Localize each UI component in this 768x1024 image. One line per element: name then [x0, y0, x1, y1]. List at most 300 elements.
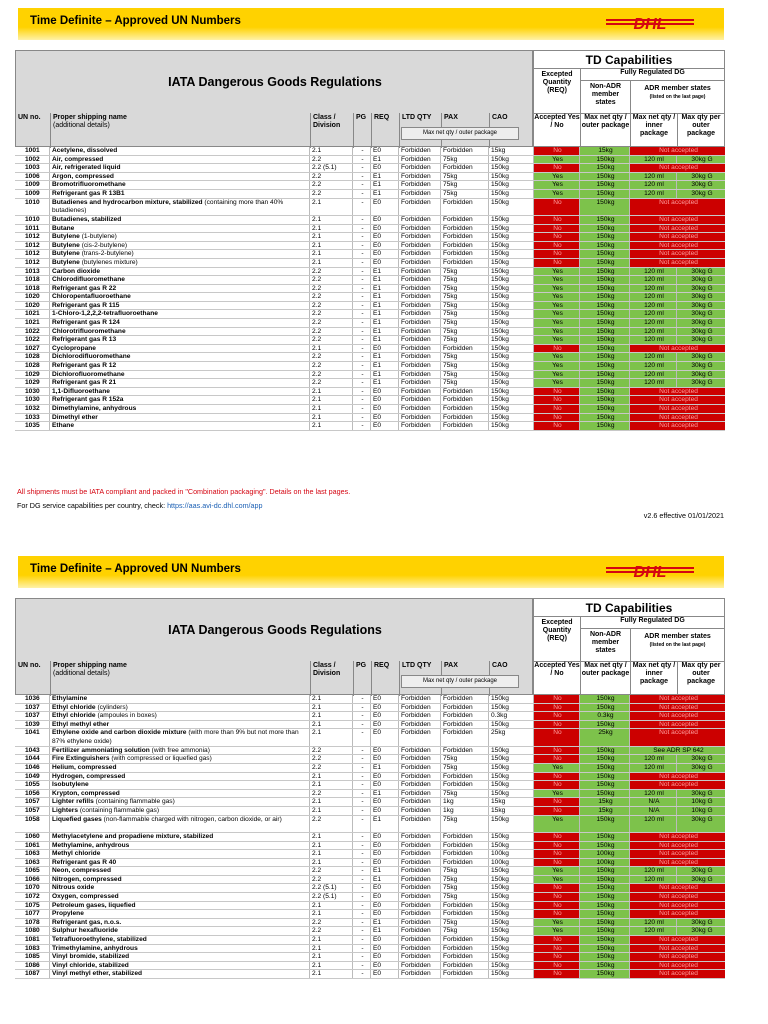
req-cell: E1 [370, 336, 398, 344]
accepted-col: Accepted Yes / No [534, 661, 580, 696]
req-cell: E1 [370, 867, 398, 875]
pax-cell: Forbidden [440, 842, 488, 850]
max-net-outer-cell: 150kg [579, 319, 629, 327]
adr-status-cell: Not accepted [629, 396, 725, 404]
pax-cell: 75kg [440, 276, 488, 284]
un-number-cell: 1018 [25, 276, 40, 284]
ltd-qty-cell: Forbidden [398, 712, 440, 720]
table-row [15, 310, 725, 319]
pax-cell: 75kg [440, 285, 488, 293]
col-cao: CAO [489, 113, 534, 148]
un-number-cell: 1030 [25, 387, 40, 395]
max-qty-outer-cell: 30kg G [676, 190, 725, 198]
pax-cell: Forbidden [440, 216, 488, 224]
max-qty-outer-cell: 30kg G [676, 276, 725, 284]
cao-cell: 150kg [488, 328, 533, 336]
max-net-inner-cell: 120 ml [629, 319, 676, 327]
maxnet-inner-col: Max net qty / inner package [630, 113, 677, 148]
table-row [15, 293, 725, 302]
adr-status-cell: Not accepted [629, 953, 725, 961]
req-cell: E1 [370, 310, 398, 318]
pg-cell: - [352, 190, 370, 198]
un-number-cell: 1081 [25, 936, 40, 944]
max-net-outer-cell: 150kg [579, 181, 629, 189]
pax-cell: Forbidden [440, 396, 488, 404]
max-net-outer-cell: 150kg [579, 755, 629, 763]
accepted-cell: Yes [533, 302, 579, 310]
accepted-cell: No [533, 242, 579, 250]
adr-status-cell: Not accepted [629, 242, 725, 250]
table-row [15, 371, 725, 380]
max-net-outer-cell: 150kg [579, 962, 629, 970]
accepted-cell: No [533, 953, 579, 961]
max-net-inner-cell: 120 ml [629, 353, 676, 361]
col-un: UN no. [18, 114, 41, 121]
accepted-cell: No [533, 199, 579, 215]
shipping-name-cell: Butadienes and hydrocarbon mixture, stabilized (containing more than 40% butadienes) [49, 199, 309, 215]
dhl-logo-icon [606, 14, 694, 32]
ltd-qty-cell: Forbidden [398, 755, 440, 763]
adr-status-cell: Not accepted [629, 962, 725, 970]
cao-cell: 150kg [488, 945, 533, 953]
max-net-inner-cell: 120 ml [629, 181, 676, 189]
pax-cell: 75kg [440, 293, 488, 301]
pax-cell: Forbidden [440, 405, 488, 413]
max-net-outer-cell: 150kg [579, 259, 629, 267]
accepted-cell: No [533, 859, 579, 867]
class-cell: 2.2 [309, 285, 352, 293]
table-row [15, 353, 725, 362]
ltd-qty-cell: Forbidden [398, 242, 440, 250]
adr-status-cell: Not accepted [629, 970, 725, 978]
cao-cell: 150kg [488, 396, 533, 404]
table-row [15, 970, 725, 979]
cao-cell: 150kg [488, 422, 533, 430]
ltd-qty-cell: Forbidden [398, 859, 440, 867]
class-cell: 2.2 [309, 173, 352, 181]
accepted-cell: No [533, 807, 579, 815]
ltd-qty-cell: Forbidden [398, 362, 440, 370]
pax-cell: 75kg [440, 764, 488, 772]
class-cell: 2.2 [309, 156, 352, 164]
un-number-cell: 1058 [25, 815, 40, 823]
cao-cell: 150kg [488, 173, 533, 181]
pax-cell: 75kg [440, 919, 488, 927]
pg-cell: - [352, 902, 370, 910]
shipping-name-cell: Air, refrigerated liquid [49, 164, 309, 172]
max-net-outer-cell: 15kg [579, 147, 629, 155]
ltd-qty-cell: Forbidden [398, 893, 440, 901]
ltd-qty-cell: Forbidden [398, 747, 440, 755]
table-row [15, 962, 725, 971]
req-cell: E0 [370, 414, 398, 422]
shipping-name-cell: Tetrafluoroethylene, stabilized [49, 936, 309, 944]
un-number-cell: 1080 [25, 927, 40, 935]
accepted-cell: No [533, 704, 579, 712]
table-row [15, 173, 725, 182]
pg-cell: - [352, 729, 370, 745]
non-adr-label: Non-ADR member states [580, 81, 630, 113]
un-number-cell: 1043 [25, 746, 40, 754]
max-net-inner-cell: N/A [629, 798, 676, 806]
pg-cell: - [352, 388, 370, 396]
pg-cell: - [352, 755, 370, 763]
pg-cell: - [352, 695, 370, 703]
excepted-qty-label: Excepted Quantity (REQ) [541, 619, 573, 642]
pax-cell: Forbidden [440, 721, 488, 729]
class-cell: 2.1 [309, 345, 352, 353]
ltd-qty-cell: Forbidden [398, 285, 440, 293]
un-number-cell: 1010 [25, 198, 40, 206]
req-cell: E1 [370, 181, 398, 189]
accepted-cell: Yes [533, 319, 579, 327]
shipping-name-cell: Vinyl methyl ether, stabilized [49, 970, 309, 978]
pax-cell: 1kg [440, 807, 488, 815]
un-number-cell: 1036 [25, 695, 40, 702]
table-row [15, 379, 725, 388]
table-row [15, 755, 725, 764]
cao-cell: 150kg [488, 293, 533, 301]
shipping-name-cell: Cyclopropane [49, 345, 309, 353]
class-cell: 2.2 [309, 371, 352, 379]
class-cell: 2.1 [309, 216, 352, 224]
max-net-inner-cell: 120 ml [629, 379, 676, 387]
table-row [15, 405, 725, 414]
un-number-cell: 1011 [25, 224, 40, 232]
req-cell: E1 [370, 319, 398, 327]
pax-cell: 75kg [440, 353, 488, 361]
shipping-name-cell: Chlorotrifluoromethane [49, 328, 309, 336]
pg-cell: - [352, 362, 370, 370]
shipping-name-cell: Helium, compressed [49, 764, 309, 772]
class-cell: 2.1 [309, 233, 352, 241]
cao-cell: 150kg [488, 755, 533, 763]
pg-cell: - [352, 712, 370, 720]
class-cell: 2.2 [309, 362, 352, 370]
cao-cell: 150kg [488, 695, 533, 703]
max-qty-outer-cell: 30kg G [676, 156, 725, 164]
col-class: Class / Division [310, 661, 353, 696]
pax-cell: 75kg [440, 156, 488, 164]
un-number-cell: 1060 [25, 832, 40, 840]
un-number-cell: 1041 [25, 729, 40, 737]
pg-cell: - [352, 422, 370, 430]
excepted-qty-label: Excepted Quantity (REQ) [541, 71, 573, 94]
cao-cell: 150kg [488, 190, 533, 198]
un-number-cell: 1013 [25, 267, 40, 275]
max-net-outer-cell: 150kg [579, 345, 629, 353]
pg-cell: - [352, 371, 370, 379]
pg-cell: - [352, 970, 370, 978]
max-net-outer-cell: 150kg [579, 164, 629, 172]
ltd-qty-cell: Forbidden [398, 945, 440, 953]
accepted-cell: No [533, 773, 579, 781]
un-number-cell: 1032 [25, 405, 40, 413]
pax-cell: 1kg [440, 798, 488, 806]
class-cell: 2.1 [309, 405, 352, 413]
adr-status-cell: Not accepted [629, 781, 725, 789]
pax-cell: 75kg [440, 867, 488, 875]
cao-cell: 150kg [488, 181, 533, 189]
max-net-outer-cell: 150kg [579, 216, 629, 224]
max-net-outer-cell: 100kg [579, 850, 629, 858]
un-number-cell: 1075 [25, 901, 40, 909]
max-net-outer-cell: 150kg [579, 919, 629, 927]
pax-cell: Forbidden [440, 945, 488, 953]
shipping-name-cell: Ethyl chloride (cylinders) [49, 704, 309, 712]
adr-status-cell: Not accepted [629, 695, 725, 703]
table-row [15, 945, 725, 954]
req-cell: E1 [370, 173, 398, 181]
shipping-name-cell: Carbon dioxide [49, 268, 309, 276]
table-row [15, 816, 725, 833]
req-cell: E0 [370, 233, 398, 241]
col-ltd: LTD QTY [399, 113, 441, 148]
req-cell: E1 [370, 371, 398, 379]
class-cell: 2.1 [309, 729, 352, 745]
accepted-cell: No [533, 945, 579, 953]
max-net-outer-cell: 150kg [579, 388, 629, 396]
accepted-cell: Yes [533, 336, 579, 344]
req-cell: E0 [370, 798, 398, 806]
pg-cell: - [352, 798, 370, 806]
shipping-name-cell: Krypton, compressed [49, 790, 309, 798]
pg-cell: - [352, 147, 370, 155]
un-number-cell: 1086 [25, 961, 40, 969]
max-qty-outer-cell: 10kg G [676, 798, 725, 806]
capabilities-link[interactable]: https://aas.avi-dc.dhl.com/app [167, 501, 263, 510]
shipping-name-cell: Refrigerant gas R 13 [49, 336, 309, 344]
max-net-inner-cell: 120 ml [629, 190, 676, 198]
shipping-name-cell: 1,1-Difluoroethane [49, 388, 309, 396]
max-net-inner-cell: 120 ml [629, 293, 676, 301]
accepted-cell: No [533, 405, 579, 413]
shipping-name-cell: 1-Chloro-1,2,2,2-tetrafluoroethane [49, 310, 309, 318]
accepted-cell: No [533, 798, 579, 806]
accepted-cell: No [533, 902, 579, 910]
table-row [15, 953, 725, 962]
pax-cell: 75kg [440, 379, 488, 387]
table-row [15, 902, 725, 911]
ltd-qty-cell: Forbidden [398, 902, 440, 910]
class-cell: 2.1 [309, 250, 352, 258]
cao-cell: 150kg [488, 867, 533, 875]
req-cell: E1 [370, 285, 398, 293]
accepted-cell: No [533, 396, 579, 404]
table-row [15, 285, 725, 294]
table-row [15, 225, 725, 234]
maxqty-outer-col: Max qty per outer package [677, 661, 724, 696]
ltd-qty-cell: Forbidden [398, 704, 440, 712]
ltd-qty-cell: Forbidden [398, 147, 440, 155]
pg-cell: - [352, 850, 370, 858]
un-number-cell: 1056 [25, 789, 40, 797]
max-qty-outer-cell: 30kg G [676, 755, 725, 763]
class-cell: 2.2 [309, 319, 352, 327]
col-name: Proper shipping name (additional details) [50, 113, 310, 148]
pax-cell: Forbidden [440, 164, 488, 172]
ltd-qty-cell: Forbidden [398, 422, 440, 430]
table-row [15, 276, 725, 285]
table-row [15, 773, 725, 782]
shipping-name-cell: Ethane [49, 422, 309, 430]
pax-cell: 75kg [440, 336, 488, 344]
regs-title: IATA Dangerous Goods Regulations [168, 623, 382, 637]
adr-status-cell: Not accepted [629, 773, 725, 781]
class-cell: 2.1 [309, 910, 352, 918]
class-cell: 2.2 [309, 268, 352, 276]
table-row [15, 164, 725, 173]
table-row [15, 919, 725, 928]
cao-cell: 150kg [488, 199, 533, 215]
shipping-name-cell: Refrigerant gas, n.o.s. [49, 919, 309, 927]
cao-cell: 150kg [488, 216, 533, 224]
cao-cell: 150kg [488, 970, 533, 978]
class-cell: 2.2 (5.1) [309, 884, 352, 892]
pax-cell: 75kg [440, 790, 488, 798]
req-cell: E1 [370, 764, 398, 772]
cao-cell: 150kg [488, 242, 533, 250]
shipping-name-cell: Vinyl chloride, stabilized [49, 962, 309, 970]
ltd-qty-cell: Forbidden [398, 156, 440, 164]
max-net-outer-cell: 150kg [579, 970, 629, 978]
un-number-cell: 1002 [25, 155, 40, 163]
ltd-qty-cell: Forbidden [398, 310, 440, 318]
accepted-cell: Yes [533, 268, 579, 276]
table-row [15, 729, 725, 746]
accepted-cell: Yes [533, 790, 579, 798]
accepted-cell: No [533, 225, 579, 233]
pg-cell: - [352, 790, 370, 798]
max-net-outer-cell: 150kg [579, 396, 629, 404]
shipping-name-cell: Butylene (trans-2-butylene) [49, 250, 309, 258]
un-number-cell: 1057 [25, 806, 40, 814]
ltd-qty-cell: Forbidden [398, 781, 440, 789]
table-row [15, 867, 725, 876]
shipping-name-cell: Isobutylene [49, 781, 309, 789]
max-net-outer-cell: 150kg [579, 867, 629, 875]
max-net-outer-cell: 150kg [579, 953, 629, 961]
pg-cell: - [352, 893, 370, 901]
cao-cell: 150kg [488, 156, 533, 164]
table-header [15, 50, 725, 147]
cao-cell: 150kg [488, 721, 533, 729]
class-cell: 2.1 [309, 773, 352, 781]
cao-cell: 150kg [488, 893, 533, 901]
col-ltd: LTD QTY [399, 661, 441, 696]
req-cell: E0 [370, 902, 398, 910]
un-number-cell: 1022 [25, 327, 40, 335]
max-qty-outer-cell: 30kg G [676, 379, 725, 387]
cao-cell: 150kg [488, 910, 533, 918]
un-number-cell: 1063 [25, 858, 40, 866]
accepted-cell: No [533, 250, 579, 258]
shipping-name-cell: Dimethyl ether [49, 414, 309, 422]
accepted-cell: No [533, 833, 579, 841]
cao-cell: 150kg [488, 781, 533, 789]
class-cell: 2.1 [309, 781, 352, 789]
shipping-name-cell: Refrigerant gas R 152a [49, 396, 309, 404]
shipping-name-cell: Butylene (cis-2-butylene) [49, 242, 309, 250]
un-number-cell: 1087 [25, 970, 40, 978]
cao-cell: 150kg [488, 164, 533, 172]
max-net-inner-cell: 120 ml [629, 328, 676, 336]
ltd-qty-cell: Forbidden [398, 936, 440, 944]
ltd-qty-cell: Forbidden [398, 773, 440, 781]
table-row [15, 199, 725, 216]
req-cell: E0 [370, 396, 398, 404]
adr-label: ADR member states (listed on the last page) [630, 81, 724, 113]
class-cell: 2.1 [309, 225, 352, 233]
table-row [15, 242, 725, 251]
cao-cell: 150kg [488, 268, 533, 276]
cao-cell: 150kg [488, 353, 533, 361]
shipping-name-cell: Bromotrifluoromethane [49, 181, 309, 189]
ltd-qty-cell: Forbidden [398, 199, 440, 215]
pax-cell: 75kg [440, 181, 488, 189]
accepted-cell: No [533, 721, 579, 729]
accepted-cell: Yes [533, 764, 579, 772]
col-un: UN no. [18, 662, 41, 669]
max-net-outer-cell: 150kg [579, 936, 629, 944]
shipping-name-cell: Chlorodifluoromethane [49, 276, 309, 284]
max-net-inner-cell: 120 ml [629, 371, 676, 379]
class-cell: 2.2 [309, 190, 352, 198]
max-net-outer-cell: 150kg [579, 225, 629, 233]
shipping-name-cell: Propylene [49, 910, 309, 918]
shipping-name-cell: Petroleum gases, liquefied [49, 902, 309, 910]
shipping-name-cell: Refrigerant gas R 12 [49, 362, 309, 370]
ltd-qty-cell: Forbidden [398, 405, 440, 413]
max-qty-outer-cell: 10kg G [676, 807, 725, 815]
accepted-cell: No [533, 781, 579, 789]
max-net-outer-cell: 150kg [579, 773, 629, 781]
ltd-qty-cell: Forbidden [398, 371, 440, 379]
class-cell: 2.2 [309, 302, 352, 310]
adr-status-cell: Not accepted [629, 259, 725, 267]
shipping-name-cell: Argon, compressed [49, 173, 309, 181]
pax-cell: 75kg [440, 173, 488, 181]
adr-status-cell: Not accepted [629, 910, 725, 918]
un-number-cell: 1035 [25, 422, 40, 430]
pax-cell: Forbidden [440, 962, 488, 970]
class-cell: 2.1 [309, 242, 352, 250]
shipping-name-cell: Air, compressed [49, 156, 309, 164]
table-row [15, 712, 725, 721]
max-net-outer-cell: 150kg [579, 790, 629, 798]
fully-regulated-label: Fully Regulated DG [580, 69, 724, 81]
req-cell: E0 [370, 807, 398, 815]
req-cell: E1 [370, 876, 398, 884]
req-cell: E0 [370, 225, 398, 233]
max-net-outer-cell: 150kg [579, 884, 629, 892]
td-capabilities-title: TD Capabilities [534, 51, 724, 69]
max-qty-outer-cell: 30kg G [676, 173, 725, 181]
pg-cell: - [352, 173, 370, 181]
pg-cell: - [352, 764, 370, 772]
accepted-cell: Yes [533, 876, 579, 884]
accepted-cell: Yes [533, 353, 579, 361]
cao-cell: 150kg [488, 345, 533, 353]
accepted-cell: No [533, 884, 579, 892]
class-cell: 2.2 [309, 867, 352, 875]
un-number-cell: 1078 [25, 918, 40, 926]
max-net-outer-cell: 150kg [579, 242, 629, 250]
un-number-cell: 1039 [25, 720, 40, 728]
pg-cell: - [352, 242, 370, 250]
class-cell: 2.1 [309, 902, 352, 910]
max-net-inner-cell: 120 ml [629, 336, 676, 344]
